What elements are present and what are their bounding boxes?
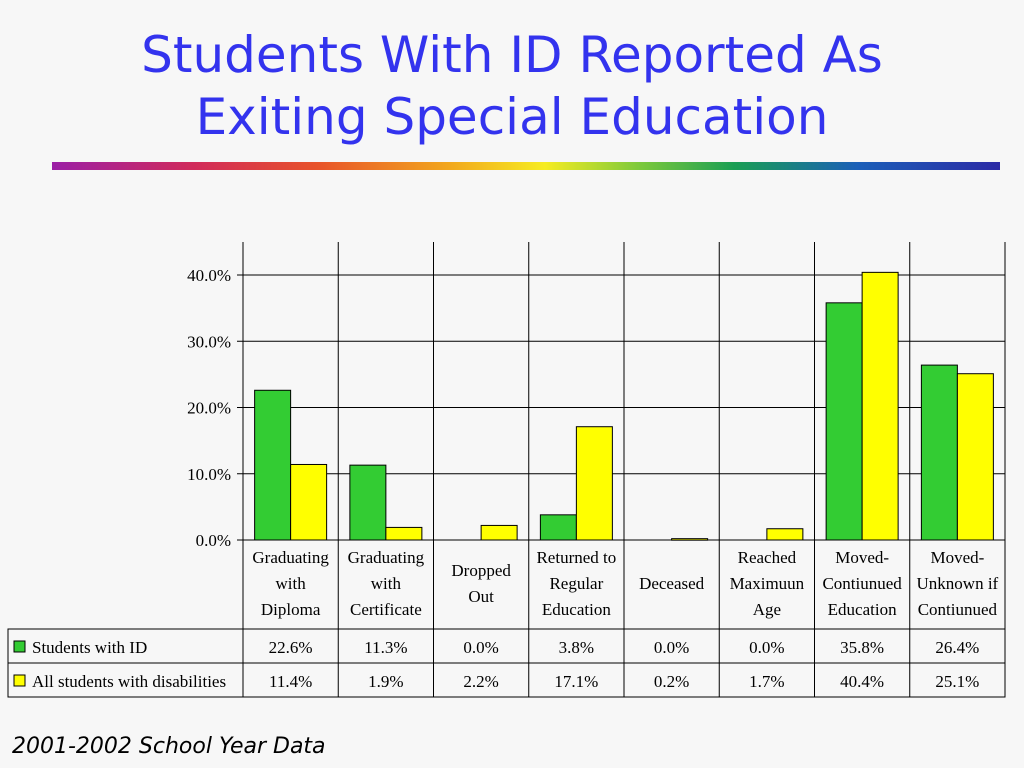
category-label: Returned to	[536, 548, 617, 567]
bar	[767, 529, 803, 540]
category-label: Contiunued	[822, 574, 902, 593]
category-label: with	[275, 574, 306, 593]
data-table-cell: 0.0%	[653, 638, 690, 657]
bar	[921, 365, 957, 540]
category-label: Reached	[737, 548, 797, 567]
title-line-2: Exiting Special Education	[195, 88, 829, 146]
bar	[291, 464, 327, 540]
category-label: Dropped	[451, 561, 511, 580]
bar	[540, 515, 576, 540]
data-table-cell: 1.9%	[368, 672, 404, 691]
bar	[957, 374, 993, 540]
bar	[350, 465, 386, 540]
bar	[481, 525, 517, 540]
legend-label: Students with ID	[32, 638, 148, 657]
category-label: Graduating	[252, 548, 329, 567]
category-label: Education	[827, 600, 897, 619]
bar	[255, 390, 291, 540]
category-label: Moved-	[930, 548, 985, 567]
category-label: Contiunued	[917, 600, 998, 619]
category-label: Regular	[549, 574, 604, 593]
data-table-cell: 35.8%	[840, 638, 885, 657]
bar	[826, 303, 862, 540]
data-table-cell: 26.4%	[935, 638, 980, 657]
legend-swatch	[14, 641, 25, 652]
footer-note: 2001-2002 School Year Data	[12, 734, 326, 759]
y-tick-label: 40.0%	[187, 266, 231, 285]
data-table-cell: 22.6%	[268, 638, 313, 657]
title-line-1: Students With ID Reported As	[141, 26, 883, 84]
data-table-cell: 0.2%	[653, 672, 690, 691]
bar	[576, 427, 612, 540]
category-label: Maximuun	[729, 574, 805, 593]
data-table-cell: 0.0%	[749, 638, 785, 657]
category-label: Deceased	[639, 574, 705, 593]
data-table-cell: 40.4%	[840, 672, 885, 691]
category-label: Graduating	[347, 548, 425, 567]
y-tick-label: 0.0%	[195, 531, 231, 550]
category-label: with	[370, 574, 401, 593]
bar	[386, 527, 422, 540]
category-label: Unknown if	[916, 574, 999, 593]
data-table-cell: 1.7%	[749, 672, 785, 691]
data-table-cell: 2.2%	[463, 672, 499, 691]
category-label: Education	[541, 600, 611, 619]
category-label: Moved-	[835, 548, 890, 567]
data-table-cell: 17.1%	[554, 672, 599, 691]
data-table-cell: 11.3%	[364, 638, 408, 657]
category-label: Age	[752, 600, 782, 619]
data-table-cell: 3.8%	[558, 638, 595, 657]
category-label: Certificate	[350, 600, 422, 619]
legend-label: All students with disabilities	[32, 672, 227, 691]
category-label: Out	[468, 587, 494, 606]
y-tick-label: 30.0%	[187, 332, 231, 352]
y-tick-label: 20.0%	[187, 398, 231, 418]
bar	[672, 539, 708, 541]
category-label: Diploma	[260, 600, 321, 619]
bar	[862, 272, 898, 540]
legend-swatch	[14, 675, 25, 686]
data-table-cell: 25.1%	[935, 672, 980, 691]
data-table-cell: 11.4%	[268, 672, 313, 691]
y-tick-label: 10.0%	[187, 464, 231, 484]
data-table-cell: 0.0%	[463, 638, 499, 657]
